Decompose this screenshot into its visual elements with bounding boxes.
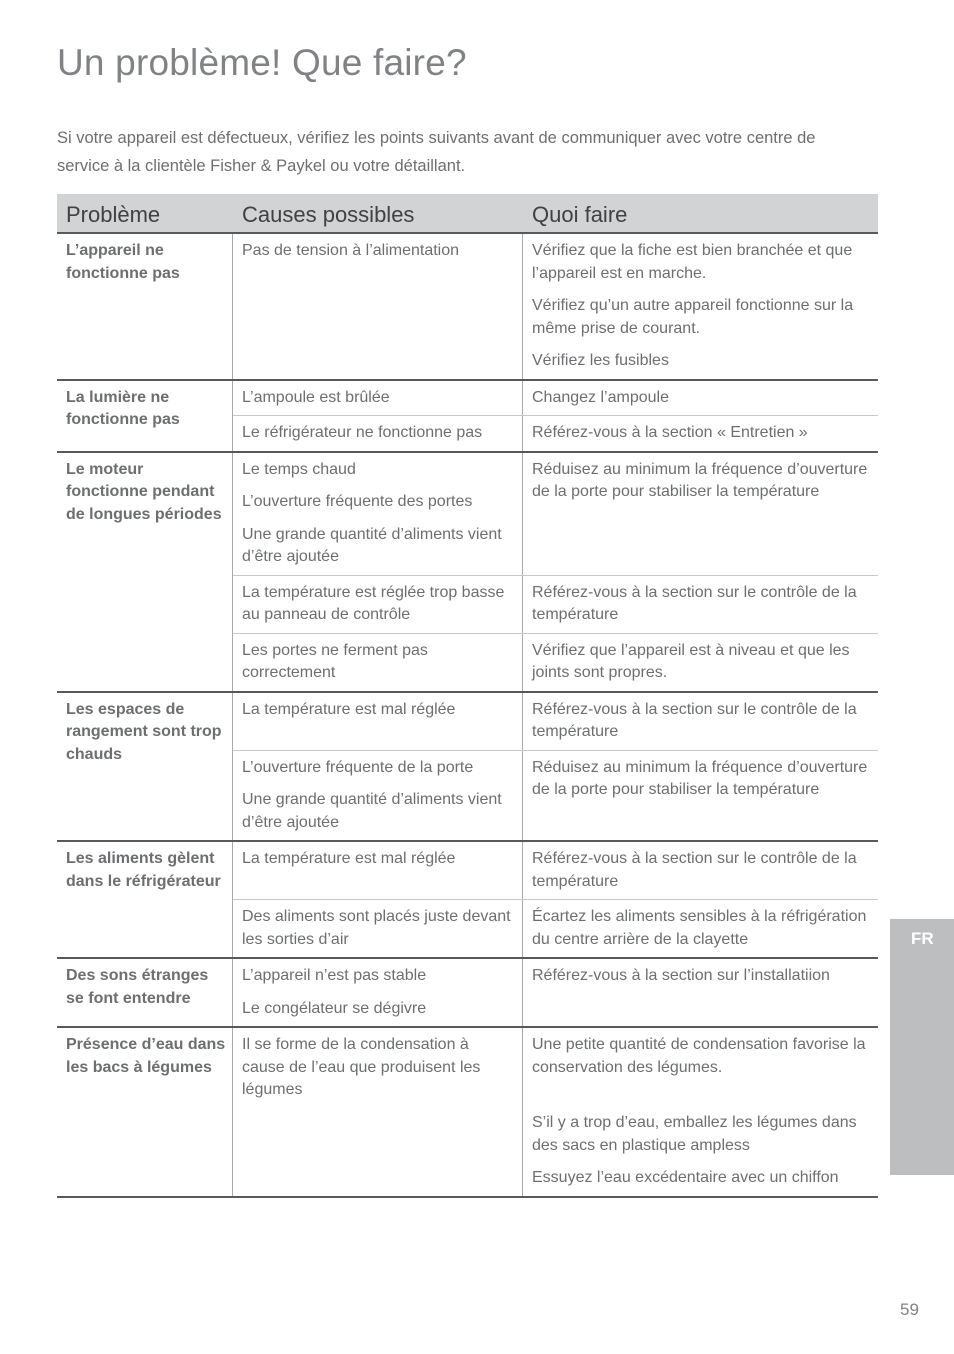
cause-text: L’ouverture fréquente des portes [242, 493, 473, 510]
action-text: Référez-vous à la section sur le contrôle de la température [532, 850, 857, 890]
problem-label: Les aliments gèlent dans le réfrigérateur [57, 842, 233, 957]
action-text: Vérifiez que l’appareil est à niveau et que les joints sont propres. [532, 641, 850, 681]
cause-text: Les portes ne ferment pas correctement [242, 641, 428, 681]
actions-cell [523, 416, 878, 451]
cause-text: Le congélateur se dégivre [242, 999, 427, 1017]
problem-label: Présence d’eau dans les bacs à légumes [57, 1028, 233, 1196]
actions-cell [523, 234, 878, 379]
table-row [233, 415, 878, 451]
problem-group [57, 959, 878, 1028]
action-text: Référez-vous à la section « Entretien » [532, 424, 808, 441]
problem-label: Les espaces de rangement sont trop chauds [57, 693, 233, 841]
page-title: Un problème! Que faire? [57, 42, 467, 83]
problem-group [57, 234, 878, 381]
actions-cell [523, 842, 878, 899]
problem-group [57, 842, 878, 959]
cause-text: La température est mal réglée [242, 700, 456, 718]
table-row [233, 633, 878, 691]
causes-cell [233, 842, 523, 899]
action-text: Vérifiez que la fiche est bien branchée et que l’appareil est en marche. [532, 242, 853, 282]
action-text: Référez-vous à la section sur l’installatiion [532, 967, 830, 984]
causes-cell [233, 634, 523, 691]
cause-text: Le temps chaud [242, 460, 356, 478]
page-number: 59 [900, 1300, 919, 1319]
cause-text: Une grande quantité d’aliments vient d’être ajoutée [242, 791, 502, 831]
actions-cell [523, 959, 878, 1026]
action-text: Une petite quantité de condensation favorise la conservation des légumes. [532, 1036, 866, 1076]
problem-group [57, 1028, 878, 1198]
actions-cell [523, 693, 878, 750]
causes-cell [233, 751, 523, 841]
cause-text: Pas de tension à l’alimentation [242, 242, 460, 259]
action-text: Changez l’ampoule [532, 388, 669, 406]
table-row [233, 234, 878, 379]
cause-text: L’appareil n’est pas stable [242, 967, 427, 984]
table-body [57, 234, 878, 1198]
cause-text: La température est mal réglée [242, 850, 456, 867]
table-row [233, 453, 878, 575]
actions-cell [523, 453, 878, 575]
cause-text: La température est réglée trop basse au panneau de contrôle [242, 583, 505, 623]
cause-text: L’ouverture fréquente de la porte [242, 758, 474, 776]
cause-text: Des aliments sont placés juste devant les sorties d’air [242, 908, 511, 948]
problem-group [57, 693, 878, 843]
problem-group [57, 381, 878, 453]
causes-cell [233, 576, 523, 633]
table-row [233, 1028, 878, 1196]
header-problem: Problème [66, 202, 161, 227]
action-text: S’il y a trop d’eau, emballez les légumes dans des sacs en plastique ampless [532, 1114, 857, 1154]
causes-cell [233, 381, 523, 416]
action-text: Référez-vous à la section sur le contrôle de la température [532, 700, 857, 740]
actions-cell [523, 576, 878, 633]
actions-cell [523, 751, 878, 841]
action-text: Réduisez au minimum la fréquence d’ouverture de la porte pour stabiliser la température [532, 758, 868, 798]
cause-text: Une grande quantité d’aliments vient d’être ajoutée [242, 525, 502, 565]
header-actions: Quoi faire [532, 202, 628, 227]
table-row [233, 842, 878, 899]
action-text: Réduisez au minimum la fréquence d’ouverture de la porte pour stabiliser la température [532, 460, 868, 500]
cause-text: Il se forme de la condensation à cause de l’eau que produisent les légumes [242, 1036, 481, 1098]
problem-group [57, 453, 878, 693]
table-row [233, 575, 878, 633]
causes-cell [233, 416, 523, 451]
problem-label: L’appareil ne fonctionne pas [57, 234, 233, 379]
actions-cell [523, 381, 878, 416]
table-row [233, 750, 878, 841]
action-text: Vérifiez les fusibles [532, 352, 669, 369]
table-row [233, 693, 878, 750]
actions-cell [523, 900, 878, 957]
action-text: Écartez les aliments sensibles à la réfrigération du centre arrière de la clayette [532, 908, 867, 948]
table-header [57, 194, 878, 234]
language-tab-label: FR [911, 929, 934, 948]
table-row [233, 959, 878, 1026]
action-text: Essuyez l’eau excédentaire avec un chiffon [532, 1169, 839, 1186]
action-text: Vérifiez qu’un autre appareil fonctionne sur la même prise de courant. [532, 297, 854, 337]
actions-cell [523, 1028, 878, 1196]
language-tab [890, 919, 954, 1175]
header-causes: Causes possibles [242, 202, 415, 227]
causes-cell [233, 900, 523, 957]
action-text: Référez-vous à la section sur le contrôle de la température [532, 583, 857, 623]
cause-text: Le réfrigérateur ne fonctionne pas [242, 424, 483, 441]
problem-label: Des sons étranges se font entendre [57, 959, 233, 1026]
causes-cell [233, 1028, 523, 1196]
causes-cell [233, 693, 523, 750]
cause-text: L’ampoule est brûlée [242, 388, 390, 406]
actions-cell [523, 634, 878, 691]
causes-cell [233, 959, 523, 1026]
causes-cell [233, 453, 523, 575]
causes-cell [233, 234, 523, 379]
problem-label: Le moteur fonctionne pendant de longues périodes [57, 453, 233, 691]
intro-paragraph: Si votre appareil est défectueux, vérifiez les points suivants avant de communiquer avec votre centre de service à la clientèle Fisher & Paykel ou votre détaillant. [57, 129, 816, 175]
troubleshooting-table [57, 194, 878, 1198]
problem-label: La lumière ne fonctionne pas [57, 381, 233, 451]
table-row [233, 381, 878, 416]
table-row [233, 899, 878, 957]
